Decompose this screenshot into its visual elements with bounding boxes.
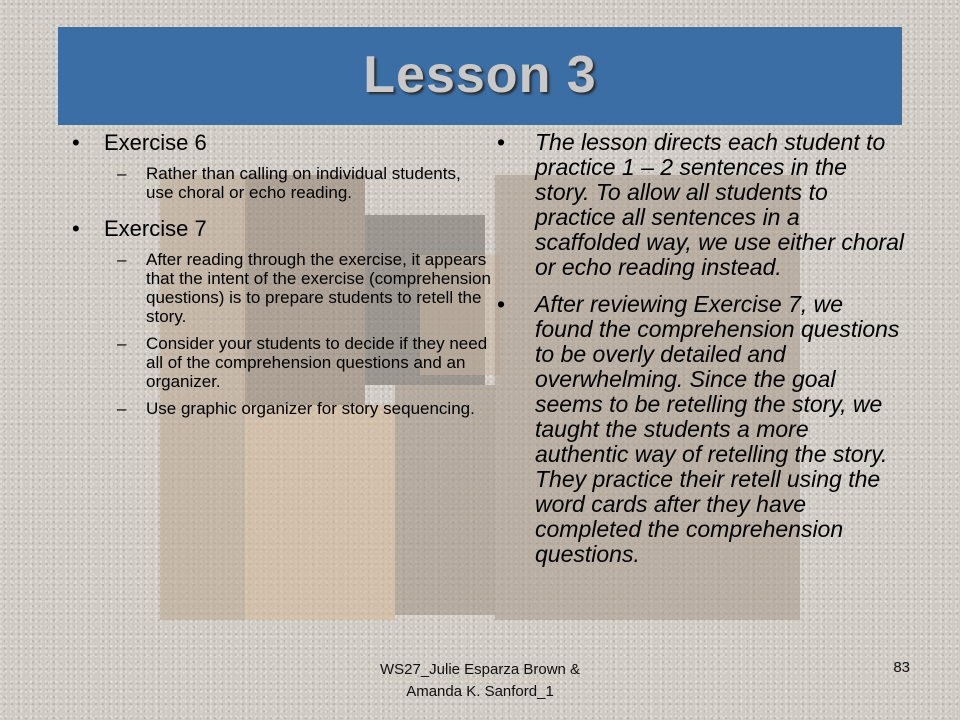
sub-bullet-text: Use graphic organizer for story sequencing.	[146, 399, 475, 418]
bullet-marker: •	[72, 130, 80, 155]
right-bullet-text: After reviewing Exercise 7, we found the comprehension questions to be overly detailed and overwhelming. Since the goal seems to be retelling the story, we taught the students a more authentic way of retelling the story. They practice their retell using the word cards after they have completed the comprehension questions.	[535, 291, 900, 567]
footer-line-2: Amanda K. Sanford_1	[406, 683, 554, 700]
page-number: 83	[893, 659, 910, 676]
right-column	[495, 130, 905, 579]
sub-bullet-text: After reading through the exercise, it appears that the intent of the exercise (comprehension questions) is to prepare students to retell the story.	[146, 250, 491, 326]
dash-marker: –	[117, 399, 127, 418]
footer-line-1: WS27_Julie Esparza Brown &	[379, 661, 581, 678]
sub-bullet-text: Rather than calling on individual students, use choral or echo reading.	[146, 164, 461, 202]
bullet-text: Exercise 6	[104, 130, 207, 155]
sub-bullet-text: Consider your students to decide if they need all of the comprehension questions and an organizer.	[146, 334, 488, 391]
title-bar	[58, 27, 902, 125]
right-bullet	[495, 292, 905, 567]
sub-bullet	[72, 399, 492, 418]
sub-bullet	[72, 334, 492, 391]
bullet-marker: •	[497, 291, 506, 317]
collage-photo	[245, 405, 395, 620]
bullet-marker: •	[497, 129, 506, 155]
dash-marker: –	[117, 334, 127, 353]
right-bullet-text: The lesson directs each student to practice 1 – 2 sentences in the story. To allow all students to practice all sentences in a scaffolded way, we use either choral or echo reading instead.	[535, 129, 905, 280]
bullet-exercise-6	[72, 130, 492, 156]
bullet-exercise-7	[72, 216, 492, 242]
sub-bullet	[72, 250, 492, 326]
dash-marker: –	[117, 164, 127, 183]
right-bullet	[495, 130, 905, 280]
footer-credit	[300, 659, 660, 703]
bullet-marker: •	[72, 216, 80, 241]
sub-bullet	[72, 164, 492, 202]
slide-title: Lesson 3	[363, 46, 597, 104]
left-column	[72, 130, 492, 426]
bullet-text: Exercise 7	[104, 216, 207, 241]
dash-marker: –	[117, 250, 127, 269]
